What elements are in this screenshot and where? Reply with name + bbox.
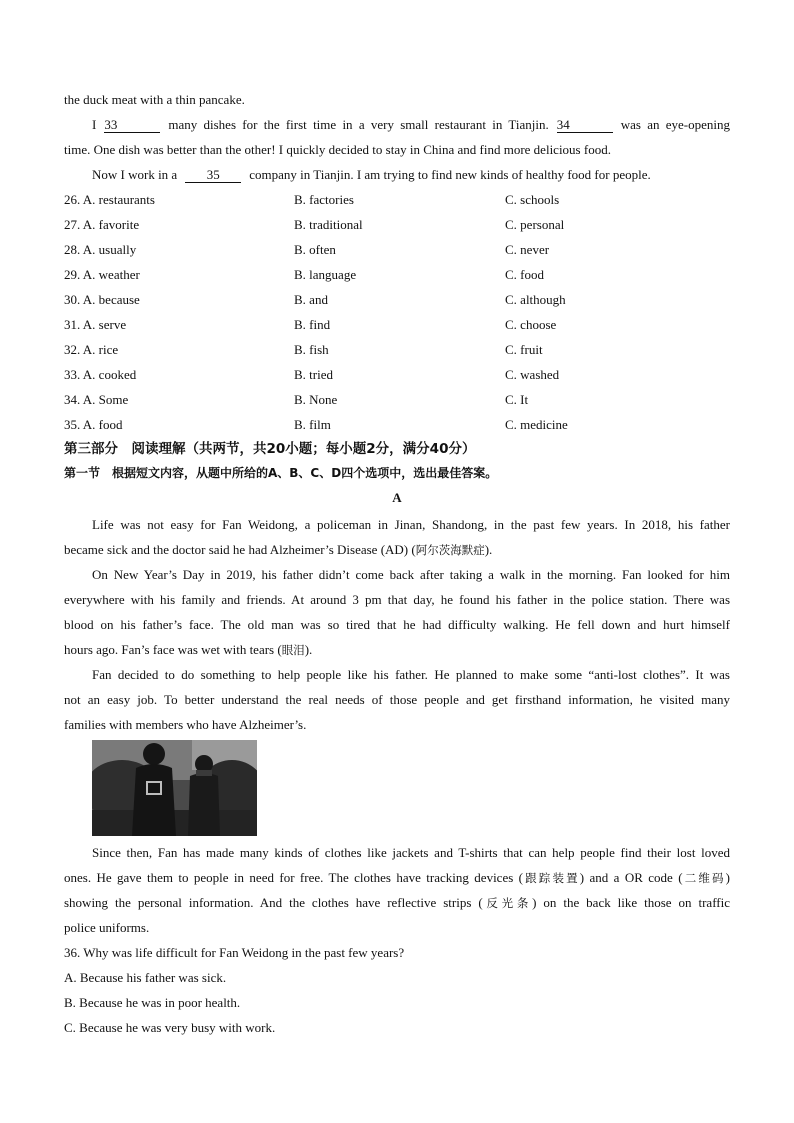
- question-stem: 36. Why was life difficult for Fan Weidong in the past few years?: [64, 945, 405, 960]
- reading-line: Life was not easy for Fan Weidong, a policeman in Jinan, Shandong, in the past few years. In 2018, his father: [92, 517, 730, 532]
- passage-line: I 33 many dishes for the first time in a very small restaurant in Tianjin. 34 was an eye-opening: [92, 117, 730, 132]
- option-row: [64, 337, 730, 362]
- part-heading: 第三部分 阅读理解（共两节，共20小题；每小题2分，满分40分）: [64, 441, 476, 457]
- option-b: B. tried: [294, 367, 333, 382]
- option-c: C. food: [505, 267, 544, 282]
- option-row: [64, 237, 730, 262]
- option-a: 26. A. restaurants: [64, 192, 155, 207]
- option-a: 27. A. favorite: [64, 217, 140, 232]
- passage-line: the duck meat with a thin pancake.: [64, 92, 245, 107]
- option-a: 29. A. weather: [64, 267, 140, 282]
- photo-two-people-walking: [92, 740, 257, 836]
- option-row: [64, 312, 730, 337]
- option-row: [64, 287, 730, 312]
- option-a: 28. A. usually: [64, 242, 137, 257]
- option-b: B. find: [294, 317, 331, 332]
- option-b: B. traditional: [294, 217, 363, 232]
- reading-line: On New Year’s Day in 2019, his father didn’t come back after taking a walk in the morning. Fan looked for him: [92, 567, 730, 582]
- photo-image: [92, 740, 257, 836]
- option-c: C. personal: [505, 217, 565, 232]
- option-a: 35. A. food: [64, 417, 123, 432]
- option-row: [64, 262, 730, 287]
- option-a: 31. A. serve: [64, 317, 127, 332]
- reading-line: showing the personal information. And the clothes have reflective strips (反光条) on the back like those on traffic: [64, 895, 730, 910]
- option-row: [64, 387, 730, 412]
- option-row: [64, 212, 730, 237]
- option-b: B. factories: [294, 192, 354, 207]
- reading-line: families with members who have Alzheimer’s.: [64, 717, 307, 732]
- option-c: C. never: [505, 242, 550, 257]
- option-row: [64, 412, 730, 437]
- option-c: C. washed: [505, 367, 560, 382]
- option-row: [64, 187, 730, 212]
- option-c: C. although: [505, 292, 566, 307]
- option-b: B. often: [294, 242, 336, 257]
- reading-line: hours ago. Fan’s face was wet with tears (眼泪).: [64, 642, 313, 657]
- reading-line: blood on his father’s face. The old man was so tired that he had difficulty walking. He fell down and hurt himself: [64, 617, 730, 632]
- reading-line: ones. He gave them to people in need for free. The clothes have tracking devices (跟踪装置) and a OR code (二维码): [64, 870, 730, 885]
- reading-line: not an easy job. To better understand the real needs of those people and get firsthand information, he visited many: [64, 692, 730, 707]
- passage-line: time. One dish was better than the other! I quickly decided to stay in China and find more delicious food.: [64, 142, 611, 157]
- option-b: B. language: [294, 267, 357, 282]
- answer-option-b: B. Because he was in poor health.: [64, 995, 241, 1010]
- option-a: 34. A. Some: [64, 392, 129, 407]
- option-c: C. fruit: [505, 342, 543, 357]
- passage-line: Now I work in a 35 company in Tianjin. I am trying to find new kinds of healthy food for people.: [92, 167, 651, 182]
- blank-33: 33: [104, 117, 160, 133]
- reading-line: police uniforms.: [64, 920, 150, 935]
- option-row: [64, 362, 730, 387]
- option-a: 33. A. cooked: [64, 367, 137, 382]
- option-a: 32. A. rice: [64, 342, 119, 357]
- option-c: C. medicine: [505, 417, 568, 432]
- blank-34: 34: [557, 117, 613, 133]
- option-b: B. and: [294, 292, 328, 307]
- option-a: 30. A. because: [64, 292, 140, 307]
- answer-option-c: C. Because he was very busy with work.: [64, 1020, 276, 1035]
- reading-line: everywhere with his family and friends. At around 3 pm that day, he found his father in the police station. There was: [64, 592, 730, 607]
- option-c: C. choose: [505, 317, 557, 332]
- option-c: C. It: [505, 392, 529, 407]
- option-c: C. schools: [505, 192, 560, 207]
- section-instruction: 第一节 根据短文内容，从题中所给的A、B、C、D四个选项中，选出最佳答案。: [64, 466, 498, 480]
- option-b: B. None: [294, 392, 338, 407]
- reading-line: Since then, Fan has made many kinds of clothes like jackets and T-shirts that can help people find their lost loved: [92, 845, 730, 860]
- reading-line: became sick and the doctor said he had Alzheimer’s Disease (AD) (阿尔茨海默症).: [64, 542, 493, 557]
- passage-title: A: [392, 490, 402, 505]
- option-b: B. fish: [294, 342, 329, 357]
- answer-option-a: A. Because his father was sick.: [64, 970, 227, 985]
- option-b: B. film: [294, 417, 331, 432]
- blank-35: 35: [185, 167, 241, 183]
- reading-line: Fan decided to do something to help people like his father. He planned to make some “anti-lost clothes”. It was: [92, 667, 730, 682]
